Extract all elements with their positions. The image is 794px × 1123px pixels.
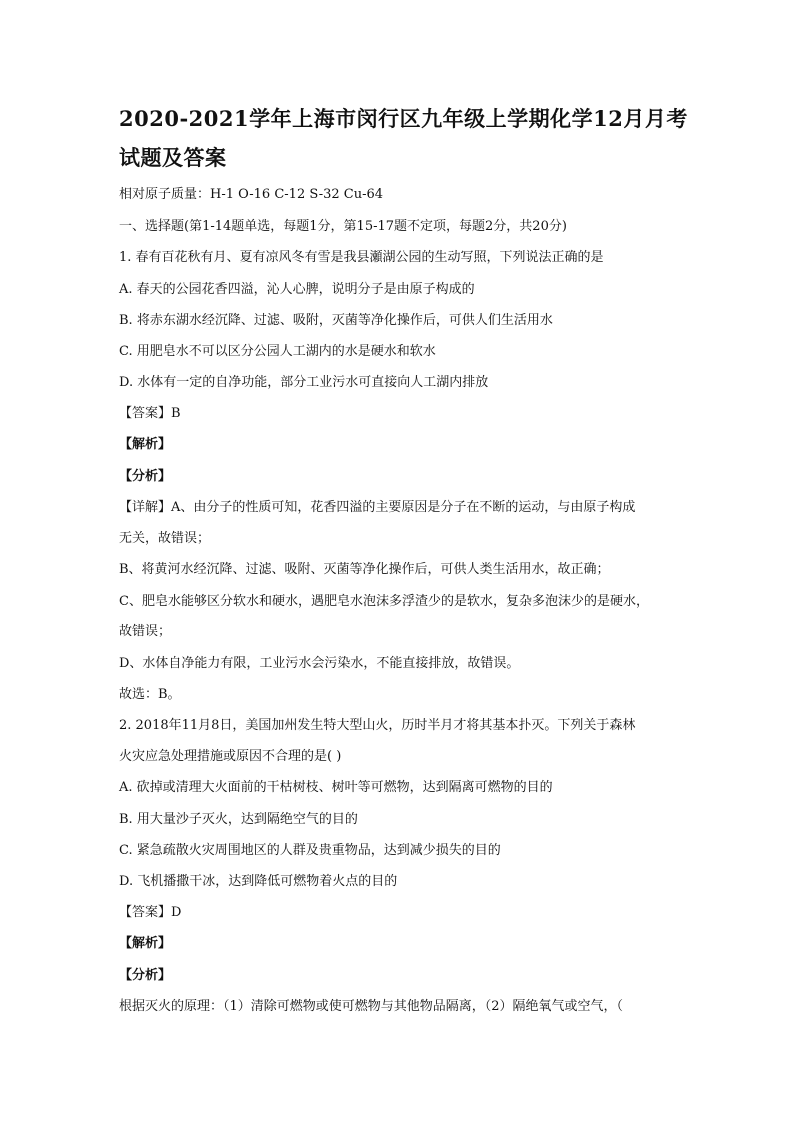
document-title-line2: 试题及答案 <box>119 145 227 170</box>
q2-option-a: A. 砍掉或清理大火面前的干枯树枝、树叶等可燃物，达到隔离可燃物的目的 <box>119 780 553 795</box>
q2-option-b: B. 用大量沙子灭火，达到隔绝空气的目的 <box>119 812 358 827</box>
q1-option-a: A. 春天的公园花香四溢，沁人心脾，说明分子是由原子构成的 <box>119 282 475 297</box>
q1-detail-c2: 故错误； <box>119 624 172 639</box>
q2-fenxi-label: 【分析】 <box>119 968 172 983</box>
q1-option-b: B. 将赤东湖水经沉降、过滤、吸附，灭菌等净化操作后，可供人们生活用水 <box>119 313 553 328</box>
q1-stem: 1. 春有百花秋有月、夏有凉风冬有雪是我县瀬湖公园的生动写照，下列说法正确的是 <box>119 250 604 265</box>
q2-option-c: C. 紧急疏散火灾周围地区的人群及贵重物品，达到减少损失的目的 <box>119 843 501 858</box>
q1-fenxi-label: 【分析】 <box>119 469 172 484</box>
q1-analysis-label: 【解析】 <box>119 437 172 452</box>
atomic-mass-line: 相对原子质量：H-1 O-16 C-12 S-32 Cu-64 <box>119 187 384 202</box>
q1-answer: 【答案】B <box>119 406 181 421</box>
q1-detail-line2: 无关，故错误； <box>119 531 211 546</box>
q1-detail-d: D、水体自净能力有限，工业污水会污染水，不能直接排放，故错误。 <box>119 656 520 671</box>
q2-analysis-label: 【解析】 <box>119 936 172 951</box>
q2-principle: 根据灭火的原理：（1）清除可燃物或使可燃物与其他物品隔离，（2）隔绝氧气或空气，（ <box>119 999 624 1014</box>
q2-stem-line2: 火灾应急处理措施或原因不合理的是( ) <box>119 749 342 764</box>
q2-stem-line1: 2. 2018年11月8日，美国加州发生特大型山火，历时半月才将其基本扑灭。下列关于森林 <box>119 718 636 733</box>
q1-option-d: D. 水体有一定的自净功能，部分工业污水可直接向人工湖内排放 <box>119 375 489 390</box>
q1-option-c: C. 用肥皂水不可以区分公园人工湖内的水是硬水和软水 <box>119 344 436 359</box>
q1-detail-line1: 【详解】A、由分子的性质可知，花香四溢的主要原因是分子在不断的运动，与由原子构成 <box>119 500 636 515</box>
q2-answer: 【答案】D <box>119 905 182 920</box>
document-title-line1: 2020-2021学年上海市闵行区九年级上学期化学12月月考 <box>119 106 688 131</box>
section-heading: 一、选择题(第1-14题单选，每题1分，第15-17题不定项，每题2分，共20分) <box>119 219 567 234</box>
q1-detail-b: B、将黄河水经沉降、过滤、吸附、灭菌等净化操作后，可供人类生活用水，故正确； <box>119 562 610 577</box>
q2-option-d: D. 飞机播撒干冰，达到降低可燃物着火点的目的 <box>119 874 398 889</box>
q1-choose: 故选：B。 <box>119 687 181 702</box>
q1-detail-c1: C、肥皂水能够区分软水和硬水，遇肥皂水泡沫多浮渣少的是软水，复杂多泡沫少的是硬水， <box>119 594 649 609</box>
